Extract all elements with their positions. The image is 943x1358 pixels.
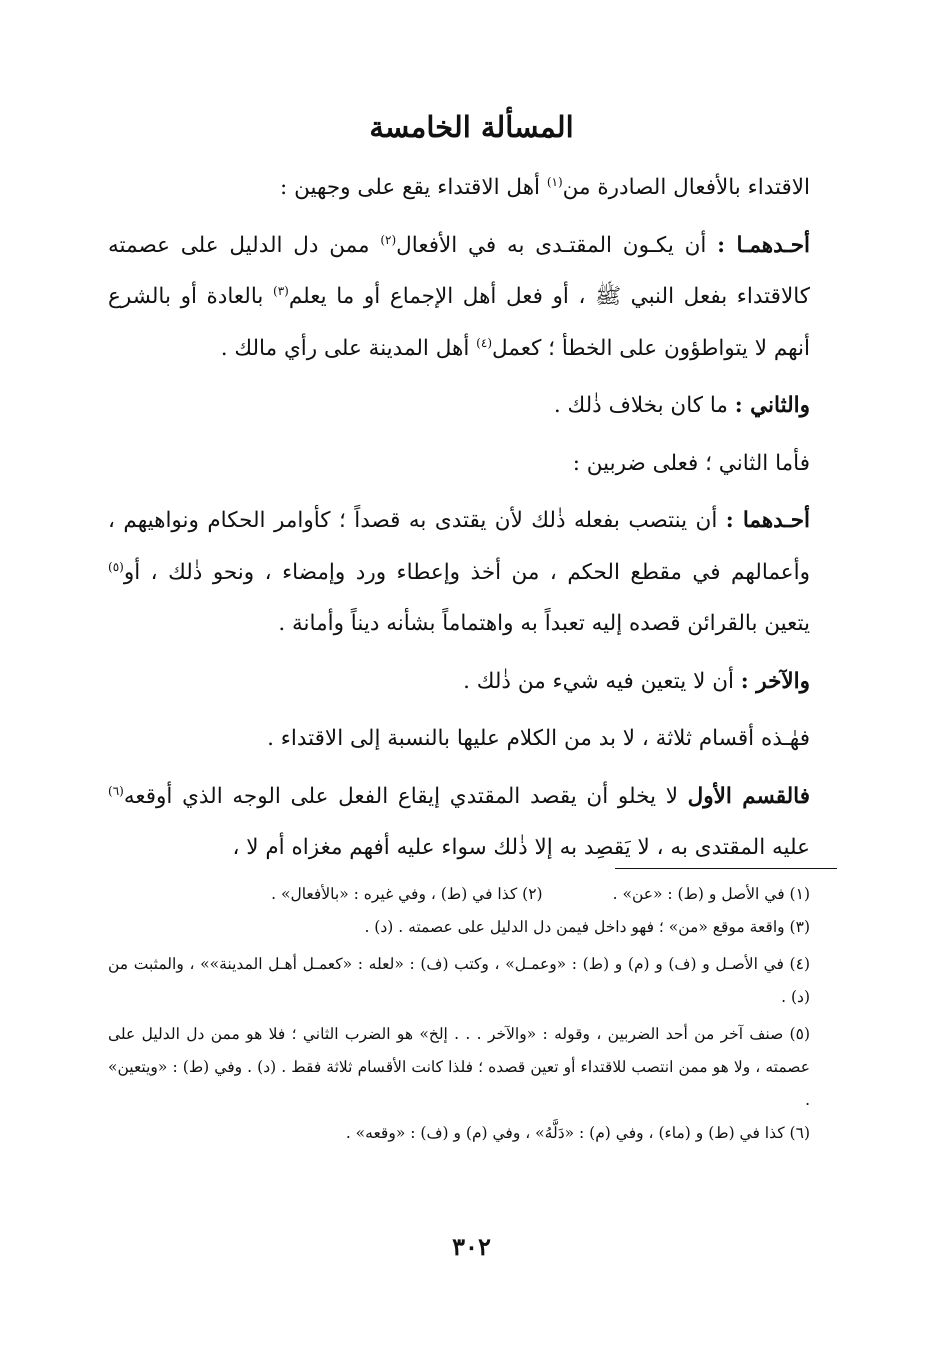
footnote-2: (٢) كذا في (ط) ، وفي غيره : «بالأفعال» .	[271, 885, 543, 903]
paragraph-4	[108, 438, 838, 490]
keyword: والآخر :	[740, 668, 810, 694]
page-number: ٣٠٢	[452, 1232, 491, 1261]
main-text	[108, 162, 838, 874]
paragraph-2	[108, 220, 838, 375]
footnote-marker-2: (٢)	[380, 232, 397, 247]
page-title: المسألة الخامسة	[369, 110, 574, 144]
paragraph-3	[108, 380, 838, 432]
footnote-marker-5: (٥)	[108, 559, 124, 574]
keyword: فالقسم الأول	[687, 783, 811, 809]
text-span: يتعين بالقرائن قصده إليه تعبداً به واهتماماً بشأنه ديناً وأمانة .	[278, 611, 810, 636]
keyword: أحـدهمـا :	[717, 232, 810, 258]
text-span: أهل الاقتداء يقع على وجهين :	[280, 175, 547, 200]
footnote-marker-3: (٣)	[273, 283, 289, 298]
footnotes	[108, 878, 836, 1150]
footnote-marker-4: (٤)	[476, 335, 492, 350]
text-span: أن لا يتعين فيه شيء من ذٰلك .	[463, 668, 741, 694]
text-span: ما كان بخلاف ذٰلك .	[553, 393, 735, 418]
footnote-marker-6: (٦)	[108, 783, 124, 798]
text-span: الاقتداء بالأفعال الصادرة من	[562, 175, 810, 200]
paragraph-5	[108, 495, 838, 650]
paragraph-6	[108, 656, 838, 708]
text-span: بالعادة أو بالشرع أنهم لا يتواطؤون على الخطأ ؛ كعمل	[108, 284, 810, 361]
text-span: فهٰـذه أقسام ثلاثة ، لا بد من الكلام عليها بالنسبة إلى الاقتداء .	[267, 726, 810, 751]
text-span: فأما الثاني ؛ فعلى ضربين :	[572, 450, 810, 476]
footnote-4: (٤) في الأصـل و (ف) و (م) و (ط) : «وعمـل» ، وكتب (ف) : «لعله : «كعمـل أهـل المدينة»» ، والمثبت من (د) .	[108, 955, 810, 1006]
keyword: أحـدهما :	[725, 508, 810, 533]
footnote-3: (٣) واقعة موقع «من» ؛ فهو داخل فيمن دل الدليل على عصمته . (د) .	[364, 918, 810, 936]
keyword: والثاني :	[734, 393, 810, 418]
footnote-separator	[615, 868, 837, 869]
text-span: أن ينتصب بفعله ذٰلك لأن يقتدى به قصداً ؛ كأوامر الحكام ونواهيهم ، وأعمالهم في مقطع الحكم ، من أخذ وإعطاء ورد وإمضاء ، ونحو ذٰلك ، أو	[108, 508, 810, 585]
text-span: أن يكـون المقتـدى به في الأفعال	[396, 232, 718, 258]
text-span: أهل المدينة على رأي مالك .	[220, 335, 477, 361]
paragraph-1	[108, 162, 838, 214]
footnote-marker-1: (١)	[546, 174, 563, 189]
footnote-5: (٥) صنف آخر من أحد الضربين ، وقوله : «والآخر . . . إلخ» هو الضرب الثاني ؛ فلا هو ممن دل الدليل على عصمته ، ولا هو ممن انتصب للاقتداء أو تعين قصده ؛ فلذا كانت الأقسام ثلاثة فقط . (د) . وفي (ط) : «ويتعين» .	[108, 1025, 810, 1109]
text-span: لا يخلو أن يقصد المقتدي إيقاع الفعل على الوجه الذي أوقعه	[123, 783, 688, 809]
paragraph-8	[108, 771, 838, 874]
footnote-1: (١) في الأصل و (ط) : «عن» .	[612, 885, 810, 903]
text-span: عليه المقتدى به ، لا يَقصِد به إلا ذٰلك سواء عليه أفهم مغزاه أم لا ،	[232, 835, 810, 860]
footnote-6: (٦) كذا في (ط) و (ماء) ، وفي (م) : «دَلَّهُ» ، وفي (م) و (ف) : «وقعه» .	[345, 1124, 810, 1142]
footnote-row-1-2	[108, 878, 836, 911]
paragraph-7	[108, 713, 838, 765]
text-span: ممن دل الدليل على عصمته كالاقتداء بفعل النبي ﷺ ، أو فعل أهل الإجماع أو ما يعلم	[108, 232, 810, 309]
